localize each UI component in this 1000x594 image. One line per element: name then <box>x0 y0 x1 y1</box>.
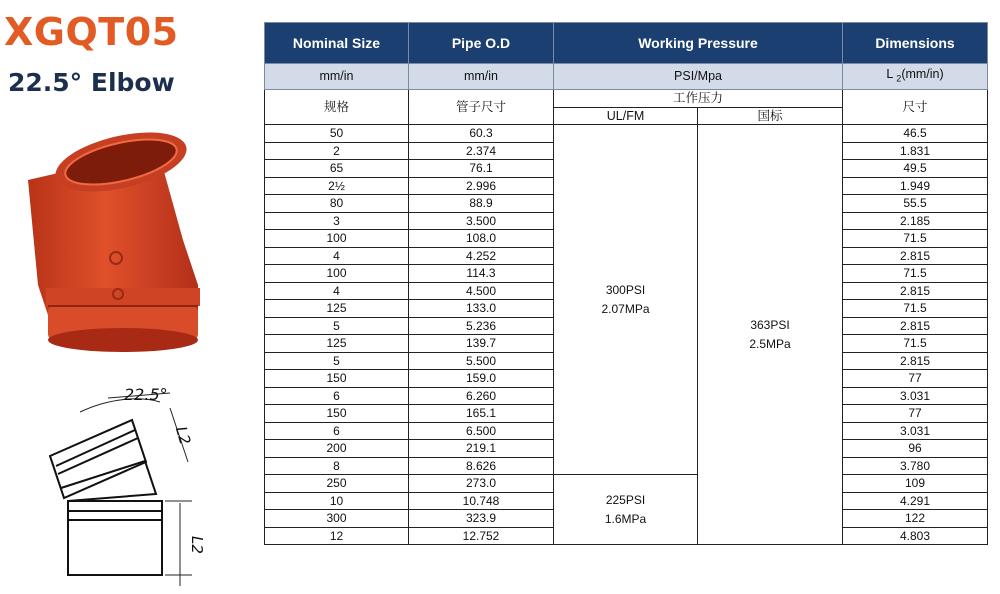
cell-nominal-size: 50 <box>265 125 409 143</box>
cell-dimension: 4.803 <box>843 527 988 545</box>
cell-dimension: 1.831 <box>843 142 988 160</box>
cell-pipe-od: 6.260 <box>409 387 554 405</box>
cell-dimension: 71.5 <box>843 300 988 318</box>
ulfm-pressure-group-2: 225PSI 1.6MPa <box>554 475 698 545</box>
cell-pipe-od: 76.1 <box>409 160 554 178</box>
header-dimensions: Dimensions <box>843 23 988 64</box>
cell-nominal-size: 5 <box>265 352 409 370</box>
cell-nominal-size: 8 <box>265 457 409 475</box>
cell-dimension: 1.949 <box>843 177 988 195</box>
model-title: XGQT05 <box>4 10 179 54</box>
units-dimensions: L $_2$(mm/in) <box>843 64 988 90</box>
cn-size: 规格 <box>265 90 409 125</box>
cell-nominal-size: 2 <box>265 142 409 160</box>
cell-nominal-size: 125 <box>265 300 409 318</box>
cell-dimension: 46.5 <box>843 125 988 143</box>
table-row <box>265 475 988 493</box>
product-subtitle: 22.5° Elbow <box>8 68 175 97</box>
cell-pipe-od: 2.996 <box>409 177 554 195</box>
cell-pipe-od: 4.252 <box>409 247 554 265</box>
cell-dimension: 96 <box>843 440 988 458</box>
cell-pipe-od: 133.0 <box>409 300 554 318</box>
table-row <box>265 125 988 143</box>
ulfm-pressure-group-1: 300PSI 2.07MPa <box>554 125 698 475</box>
cell-nominal-size: 6 <box>265 422 409 440</box>
cell-pipe-od: 273.0 <box>409 475 554 493</box>
cell-pipe-od: 114.3 <box>409 265 554 283</box>
cell-dimension: 3.780 <box>843 457 988 475</box>
cell-pipe-od: 5.236 <box>409 317 554 335</box>
spec-table-container <box>264 22 987 546</box>
elbow-photo <box>18 120 218 360</box>
cell-dimension: 71.5 <box>843 230 988 248</box>
cell-nominal-size: 2½ <box>265 177 409 195</box>
cell-pipe-od: 8.626 <box>409 457 554 475</box>
dim-label-side: L2 <box>188 536 206 554</box>
cell-nominal-size: 3 <box>265 212 409 230</box>
cell-nominal-size: 10 <box>265 492 409 510</box>
units-od: mm/in <box>409 64 554 90</box>
cell-nominal-size: 150 <box>265 370 409 388</box>
gb-pressure-group: 363PSI 2.5MPa <box>698 125 843 545</box>
cell-pipe-od: 60.3 <box>409 125 554 143</box>
dim-label-top: L2 <box>171 424 195 447</box>
cell-pipe-od: 2.374 <box>409 142 554 160</box>
cell-dimension: 49.5 <box>843 160 988 178</box>
cell-dimension: 55.5 <box>843 195 988 213</box>
cell-pipe-od: 165.1 <box>409 405 554 423</box>
cell-nominal-size: 300 <box>265 510 409 528</box>
cell-dimension: 77 <box>843 370 988 388</box>
cell-dimension: 109 <box>843 475 988 493</box>
cell-pipe-od: 108.0 <box>409 230 554 248</box>
cell-pipe-od: 159.0 <box>409 370 554 388</box>
cn-od: 管子尺寸 <box>409 90 554 125</box>
cell-nominal-size: 150 <box>265 405 409 423</box>
angle-label: 22.5° <box>124 385 168 404</box>
cell-pipe-od: 139.7 <box>409 335 554 353</box>
header-pipe-od: Pipe O.D <box>409 23 554 64</box>
cell-pipe-od: 12.752 <box>409 527 554 545</box>
cell-dimension: 77 <box>843 405 988 423</box>
cell-nominal-size: 200 <box>265 440 409 458</box>
cell-pipe-od: 5.500 <box>409 352 554 370</box>
header-working-pressure: Working Pressure <box>554 23 843 64</box>
cell-nominal-size: 6 <box>265 387 409 405</box>
cell-pipe-od: 88.9 <box>409 195 554 213</box>
spec-rows <box>265 125 988 545</box>
cell-nominal-size: 4 <box>265 247 409 265</box>
cell-pipe-od: 323.9 <box>409 510 554 528</box>
cell-nominal-size: 250 <box>265 475 409 493</box>
cell-pipe-od: 10.748 <box>409 492 554 510</box>
cell-nominal-size: 125 <box>265 335 409 353</box>
cell-nominal-size: 100 <box>265 265 409 283</box>
cell-dimension: 3.031 <box>843 422 988 440</box>
cell-nominal-size: 12 <box>265 527 409 545</box>
cell-dimension: 2.815 <box>843 282 988 300</box>
cell-dimension: 2.815 <box>843 317 988 335</box>
cell-pipe-od: 6.500 <box>409 422 554 440</box>
cell-dimension: 2.185 <box>843 212 988 230</box>
elbow-dimension-drawing <box>20 378 245 590</box>
cn-pressure: 工作压力 <box>554 90 843 108</box>
cn-ulfm: UL/FM <box>554 107 698 125</box>
units-size: mm/in <box>265 64 409 90</box>
cell-pipe-od: 4.500 <box>409 282 554 300</box>
cell-pipe-od: 219.1 <box>409 440 554 458</box>
cn-gb: 国标 <box>698 107 843 125</box>
cell-dimension: 71.5 <box>843 265 988 283</box>
cell-dimension: 2.815 <box>843 247 988 265</box>
cell-nominal-size: 65 <box>265 160 409 178</box>
cell-dimension: 3.031 <box>843 387 988 405</box>
cn-dimensions: 尺寸 <box>843 90 988 125</box>
cell-nominal-size: 5 <box>265 317 409 335</box>
header-nominal-size: Nominal Size <box>265 23 409 64</box>
cell-nominal-size: 4 <box>265 282 409 300</box>
cell-nominal-size: 100 <box>265 230 409 248</box>
cell-dimension: 4.291 <box>843 492 988 510</box>
spec-table <box>264 22 988 545</box>
cell-nominal-size: 80 <box>265 195 409 213</box>
cell-dimension: 71.5 <box>843 335 988 353</box>
cell-dimension: 122 <box>843 510 988 528</box>
cell-dimension: 2.815 <box>843 352 988 370</box>
cell-pipe-od: 3.500 <box>409 212 554 230</box>
units-pressure: PSI/Mpa <box>554 64 843 90</box>
